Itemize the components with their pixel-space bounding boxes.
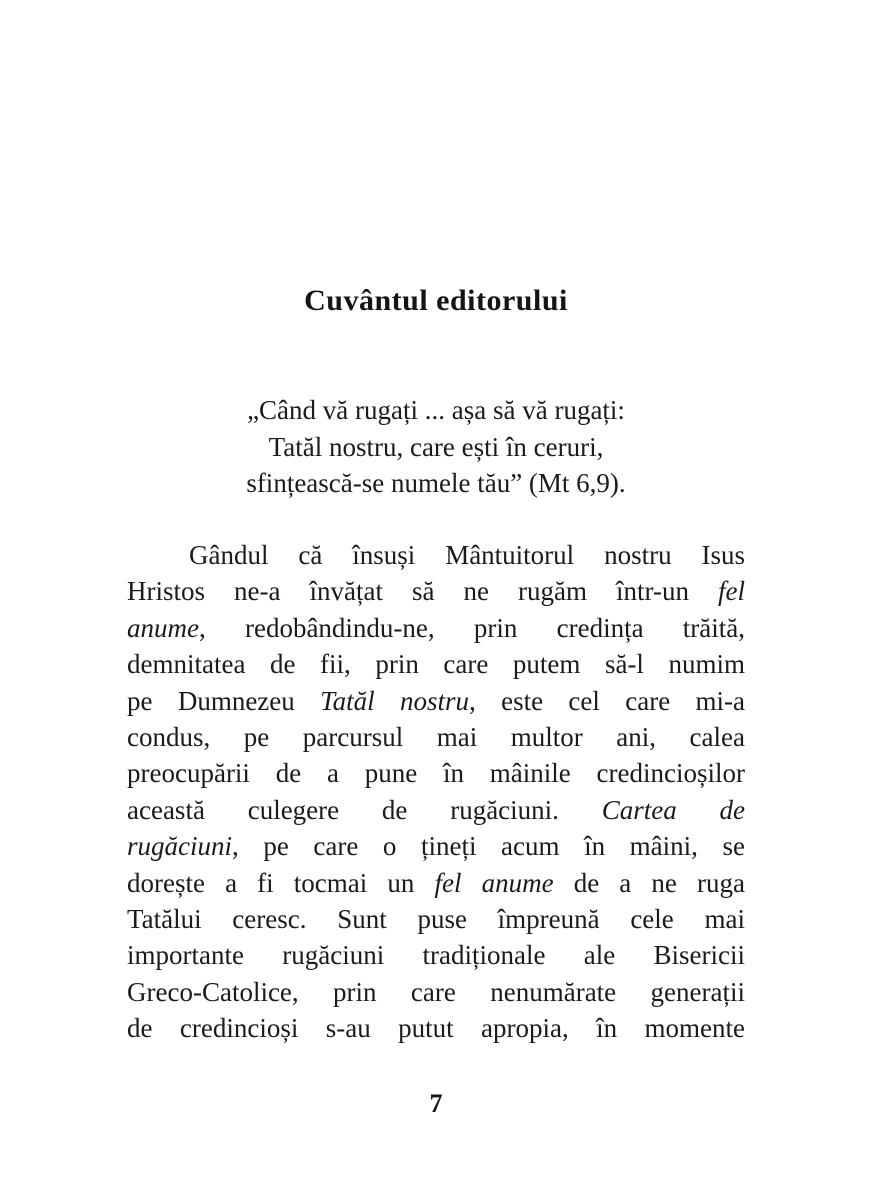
text-segment: Greco-Catolice, prin care nenumărate generații bbox=[127, 976, 745, 1007]
italic-segment: Cartea de bbox=[601, 794, 745, 825]
epigraph-line: Tatăl nostru, care ești în ceruri, bbox=[268, 431, 604, 462]
paragraph-line bbox=[127, 683, 745, 719]
page-number: 7 bbox=[429, 1089, 443, 1118]
paragraph-line bbox=[127, 828, 745, 864]
text-segment: , este cel care mi-a bbox=[469, 685, 746, 716]
italic-segment: rugăciuni bbox=[127, 831, 232, 862]
text-segment: Tatălui ceresc. Sunt puse împreună cele mai bbox=[127, 903, 745, 934]
italic-segment: fel anume bbox=[434, 867, 554, 898]
text-segment: Gândul că însuși Mântuitorul nostru Isus bbox=[189, 540, 745, 570]
text-segment: , pe care o țineți acum în mâini, se bbox=[232, 831, 745, 862]
epigraph-line: sfințească-se numele tău” (Mt 6,9). bbox=[246, 468, 626, 498]
paragraph-line bbox=[127, 719, 745, 755]
paragraph-line bbox=[127, 901, 745, 937]
italic-segment: fel bbox=[718, 576, 745, 607]
chapter-title: Cuvântul editorului bbox=[304, 284, 568, 318]
paragraph-line bbox=[127, 974, 745, 1010]
text-segment: preocupării de a pune în mâinile credincioșilor bbox=[127, 758, 745, 789]
text-segment: Hristos ne-a învățat să ne rugăm într-un bbox=[127, 576, 718, 607]
paragraph-line bbox=[127, 573, 745, 609]
text-segment: demnitatea de fii, prin care putem să-l numim bbox=[127, 649, 745, 680]
text-segment: această culegere de rugăciuni. bbox=[127, 794, 602, 825]
paragraph-line bbox=[127, 610, 745, 646]
paragraph-line bbox=[127, 1010, 745, 1046]
paragraph-line bbox=[127, 755, 745, 791]
paragraph-line bbox=[127, 537, 745, 573]
italic-segment: Tatăl nostru bbox=[320, 685, 470, 716]
paragraph-line bbox=[127, 646, 745, 682]
text-segment: dorește a fi tocmai un bbox=[127, 867, 435, 898]
italic-segment: anume bbox=[127, 612, 199, 643]
paragraph-line bbox=[127, 792, 745, 828]
epigraph-line: „Când vă rugați ... așa să vă rugați: bbox=[247, 395, 625, 425]
text-segment: condus, pe parcursul mai multor ani, calea bbox=[127, 721, 745, 752]
text-segment: , redobândindu-ne, prin credința trăită, bbox=[198, 612, 745, 643]
epigraph bbox=[127, 392, 745, 502]
paragraph-line bbox=[127, 937, 745, 973]
text-segment: de a ne ruga bbox=[553, 867, 745, 898]
paragraph bbox=[127, 537, 745, 1046]
text-segment: pe Dumnezeu bbox=[127, 685, 321, 716]
text-segment: importante rugăciuni tradiționale ale Bisericii bbox=[127, 940, 745, 971]
text-segment: de credincioși s-au putut apropia, în momente bbox=[127, 1013, 745, 1044]
paragraph-line bbox=[127, 865, 745, 901]
